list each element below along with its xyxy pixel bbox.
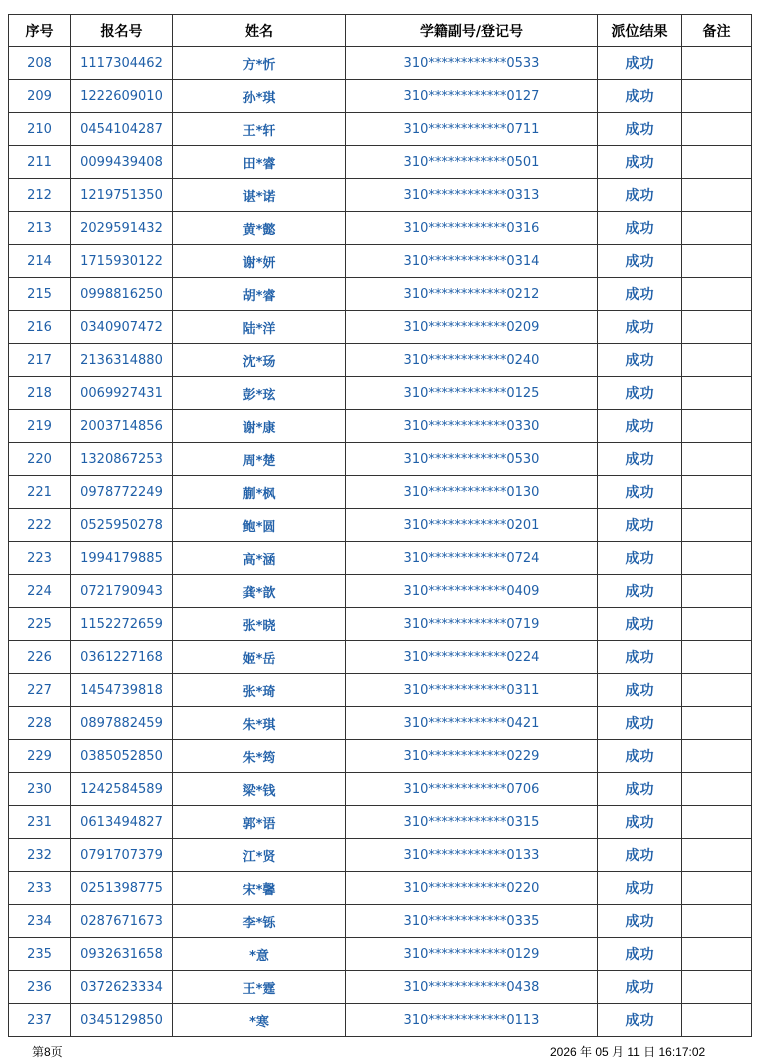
cell-result: 成功 [598, 1004, 682, 1037]
cell-seq: 237 [9, 1004, 71, 1037]
cell-student-id: 310************0224 [346, 641, 598, 674]
cell-result: 成功 [598, 212, 682, 245]
cell-registration-no: 1242584589 [71, 773, 173, 806]
cell-name: 李*铄 [173, 905, 346, 938]
cell-result: 成功 [598, 773, 682, 806]
cell-seq: 209 [9, 80, 71, 113]
cell-name: 姬*岳 [173, 641, 346, 674]
cell-seq: 213 [9, 212, 71, 245]
cell-result: 成功 [598, 410, 682, 443]
cell-remark [682, 509, 752, 542]
cell-result: 成功 [598, 674, 682, 707]
cell-name: 彭*玹 [173, 377, 346, 410]
cell-seq: 236 [9, 971, 71, 1004]
cell-seq: 215 [9, 278, 71, 311]
cell-registration-no: 1117304462 [71, 47, 173, 80]
cell-name: 田*睿 [173, 146, 346, 179]
cell-seq: 220 [9, 443, 71, 476]
cell-result: 成功 [598, 509, 682, 542]
cell-result: 成功 [598, 542, 682, 575]
cell-remark [682, 575, 752, 608]
table-row [9, 542, 752, 575]
cell-student-id: 310************0530 [346, 443, 598, 476]
cell-registration-no: 0287671673 [71, 905, 173, 938]
cell-remark [682, 773, 752, 806]
table-row [9, 47, 752, 80]
cell-remark [682, 344, 752, 377]
cell-registration-no: 1454739818 [71, 674, 173, 707]
cell-seq: 222 [9, 509, 71, 542]
cell-seq: 211 [9, 146, 71, 179]
table-row [9, 113, 752, 146]
cell-result: 成功 [598, 575, 682, 608]
cell-name: 朱*筠 [173, 740, 346, 773]
cell-remark [682, 905, 752, 938]
cell-remark [682, 641, 752, 674]
table-row [9, 938, 752, 971]
cell-student-id: 310************0335 [346, 905, 598, 938]
cell-registration-no: 1152272659 [71, 608, 173, 641]
cell-result: 成功 [598, 179, 682, 212]
cell-result: 成功 [598, 80, 682, 113]
cell-name: 梁*钱 [173, 773, 346, 806]
cell-seq: 214 [9, 245, 71, 278]
cell-name: 江*贤 [173, 839, 346, 872]
cell-seq: 229 [9, 740, 71, 773]
cell-seq: 226 [9, 641, 71, 674]
cell-registration-no: 0932631658 [71, 938, 173, 971]
table-row [9, 311, 752, 344]
cell-seq: 223 [9, 542, 71, 575]
cell-remark [682, 476, 752, 509]
cell-student-id: 310************0212 [346, 278, 598, 311]
table-row [9, 278, 752, 311]
cell-student-id: 310************0220 [346, 872, 598, 905]
cell-student-id: 310************0316 [346, 212, 598, 245]
table-row [9, 674, 752, 707]
cell-student-id: 310************0438 [346, 971, 598, 1004]
cell-name: 方*忻 [173, 47, 346, 80]
table-row [9, 806, 752, 839]
cell-name: 张*晓 [173, 608, 346, 641]
table-row [9, 344, 752, 377]
cell-remark [682, 179, 752, 212]
cell-remark [682, 608, 752, 641]
page-footer [0, 1043, 757, 1059]
cell-name: 郭*语 [173, 806, 346, 839]
cell-name: 孙*琪 [173, 80, 346, 113]
table-row [9, 1004, 752, 1037]
cell-remark [682, 971, 752, 1004]
cell-name: 鲍*圆 [173, 509, 346, 542]
cell-student-id: 310************0330 [346, 410, 598, 443]
cell-name: 宋*馨 [173, 872, 346, 905]
cell-remark [682, 872, 752, 905]
table-row [9, 839, 752, 872]
cell-result: 成功 [598, 377, 682, 410]
cell-student-id: 310************0315 [346, 806, 598, 839]
cell-result: 成功 [598, 740, 682, 773]
cell-student-id: 310************0229 [346, 740, 598, 773]
table-row [9, 146, 752, 179]
cell-remark [682, 410, 752, 443]
cell-name: 王*霆 [173, 971, 346, 1004]
cell-name: 谌*诺 [173, 179, 346, 212]
cell-name: 周*楚 [173, 443, 346, 476]
cell-seq: 230 [9, 773, 71, 806]
cell-seq: 221 [9, 476, 71, 509]
cell-result: 成功 [598, 938, 682, 971]
table-row [9, 443, 752, 476]
cell-remark [682, 443, 752, 476]
cell-registration-no: 2029591432 [71, 212, 173, 245]
cell-student-id: 310************0125 [346, 377, 598, 410]
cell-student-id: 310************0311 [346, 674, 598, 707]
cell-seq: 225 [9, 608, 71, 641]
table-row [9, 575, 752, 608]
cell-name: 张*琦 [173, 674, 346, 707]
cell-name: 黄*懿 [173, 212, 346, 245]
cell-result: 成功 [598, 344, 682, 377]
cell-name: *意 [173, 938, 346, 971]
cell-name: 胡*睿 [173, 278, 346, 311]
cell-student-id: 310************0719 [346, 608, 598, 641]
cell-result: 成功 [598, 971, 682, 1004]
header-remark: 备注 [682, 15, 752, 47]
cell-registration-no: 0978772249 [71, 476, 173, 509]
table-row [9, 476, 752, 509]
cell-name: 朱*琪 [173, 707, 346, 740]
cell-remark [682, 245, 752, 278]
cell-student-id: 310************0421 [346, 707, 598, 740]
table-row [9, 212, 752, 245]
cell-registration-no: 1219751350 [71, 179, 173, 212]
cell-remark [682, 80, 752, 113]
cell-seq: 234 [9, 905, 71, 938]
table-row [9, 179, 752, 212]
cell-name: 高*涵 [173, 542, 346, 575]
cell-student-id: 310************0129 [346, 938, 598, 971]
cell-registration-no: 1320867253 [71, 443, 173, 476]
cell-student-id: 310************0130 [346, 476, 598, 509]
cell-result: 成功 [598, 476, 682, 509]
cell-registration-no: 1222609010 [71, 80, 173, 113]
cell-name: 沈*玚 [173, 344, 346, 377]
cell-result: 成功 [598, 872, 682, 905]
cell-registration-no: 2003714856 [71, 410, 173, 443]
header-registration-no: 报名号 [71, 15, 173, 47]
cell-remark [682, 542, 752, 575]
table-header-row [9, 15, 752, 47]
lottery-results-table [8, 14, 752, 1037]
cell-student-id: 310************0133 [346, 839, 598, 872]
cell-result: 成功 [598, 443, 682, 476]
cell-student-id: 310************0313 [346, 179, 598, 212]
cell-registration-no: 2136314880 [71, 344, 173, 377]
cell-registration-no: 0525950278 [71, 509, 173, 542]
cell-registration-no: 0340907472 [71, 311, 173, 344]
cell-result: 成功 [598, 47, 682, 80]
cell-name: 谢*康 [173, 410, 346, 443]
print-timestamp: 2026 年 05 月 11 日 16:17:02 [550, 1045, 706, 1059]
cell-remark [682, 1004, 752, 1037]
table-row [9, 707, 752, 740]
cell-registration-no: 0099439408 [71, 146, 173, 179]
table-row [9, 773, 752, 806]
cell-student-id: 310************0501 [346, 146, 598, 179]
cell-student-id: 310************0706 [346, 773, 598, 806]
cell-student-id: 310************0314 [346, 245, 598, 278]
cell-registration-no: 1994179885 [71, 542, 173, 575]
cell-student-id: 310************0127 [346, 80, 598, 113]
cell-seq: 235 [9, 938, 71, 971]
cell-seq: 219 [9, 410, 71, 443]
cell-remark [682, 740, 752, 773]
cell-remark [682, 113, 752, 146]
cell-student-id: 310************0113 [346, 1004, 598, 1037]
cell-seq: 218 [9, 377, 71, 410]
cell-remark [682, 938, 752, 971]
header-result: 派位结果 [598, 15, 682, 47]
cell-seq: 232 [9, 839, 71, 872]
cell-seq: 224 [9, 575, 71, 608]
cell-remark [682, 311, 752, 344]
cell-registration-no: 0372623334 [71, 971, 173, 1004]
cell-name: 王*轩 [173, 113, 346, 146]
cell-student-id: 310************0533 [346, 47, 598, 80]
cell-registration-no: 0998816250 [71, 278, 173, 311]
cell-registration-no: 0791707379 [71, 839, 173, 872]
table-row [9, 872, 752, 905]
cell-remark [682, 674, 752, 707]
cell-remark [682, 212, 752, 245]
cell-seq: 233 [9, 872, 71, 905]
cell-remark [682, 707, 752, 740]
cell-result: 成功 [598, 113, 682, 146]
cell-name: 谢*妍 [173, 245, 346, 278]
cell-remark [682, 278, 752, 311]
cell-remark [682, 839, 752, 872]
cell-student-id: 310************0209 [346, 311, 598, 344]
cell-registration-no: 0454104287 [71, 113, 173, 146]
cell-student-id: 310************0201 [346, 509, 598, 542]
cell-registration-no: 0361227168 [71, 641, 173, 674]
cell-name: 龚*歆 [173, 575, 346, 608]
cell-seq: 227 [9, 674, 71, 707]
cell-result: 成功 [598, 278, 682, 311]
table-body [9, 47, 752, 1037]
cell-registration-no: 0251398775 [71, 872, 173, 905]
table-row [9, 80, 752, 113]
header-name: 姓名 [173, 15, 346, 47]
cell-seq: 231 [9, 806, 71, 839]
header-seq: 序号 [9, 15, 71, 47]
cell-student-id: 310************0240 [346, 344, 598, 377]
cell-result: 成功 [598, 311, 682, 344]
cell-result: 成功 [598, 839, 682, 872]
cell-remark [682, 47, 752, 80]
cell-result: 成功 [598, 905, 682, 938]
cell-seq: 208 [9, 47, 71, 80]
cell-seq: 210 [9, 113, 71, 146]
table-row [9, 641, 752, 674]
cell-name: 蒯*枫 [173, 476, 346, 509]
cell-student-id: 310************0409 [346, 575, 598, 608]
cell-registration-no: 0069927431 [71, 377, 173, 410]
cell-remark [682, 146, 752, 179]
cell-registration-no: 0897882459 [71, 707, 173, 740]
cell-result: 成功 [598, 641, 682, 674]
cell-registration-no: 1715930122 [71, 245, 173, 278]
cell-name: *寒 [173, 1004, 346, 1037]
cell-seq: 217 [9, 344, 71, 377]
header-student-id: 学籍副号/登记号 [346, 15, 598, 47]
cell-result: 成功 [598, 146, 682, 179]
table-row [9, 245, 752, 278]
cell-result: 成功 [598, 806, 682, 839]
table-row [9, 905, 752, 938]
cell-registration-no: 0345129850 [71, 1004, 173, 1037]
cell-result: 成功 [598, 608, 682, 641]
cell-seq: 212 [9, 179, 71, 212]
table-row [9, 608, 752, 641]
cell-seq: 228 [9, 707, 71, 740]
cell-registration-no: 0385052850 [71, 740, 173, 773]
table-row [9, 509, 752, 542]
cell-seq: 216 [9, 311, 71, 344]
cell-remark [682, 377, 752, 410]
cell-student-id: 310************0711 [346, 113, 598, 146]
table-row [9, 740, 752, 773]
cell-remark [682, 806, 752, 839]
table-row [9, 971, 752, 1004]
table-row [9, 377, 752, 410]
table-row [9, 410, 752, 443]
cell-result: 成功 [598, 245, 682, 278]
cell-student-id: 310************0724 [346, 542, 598, 575]
page-number: 第8页 [32, 1045, 63, 1059]
cell-name: 陆*洋 [173, 311, 346, 344]
cell-result: 成功 [598, 707, 682, 740]
cell-registration-no: 0613494827 [71, 806, 173, 839]
cell-registration-no: 0721790943 [71, 575, 173, 608]
